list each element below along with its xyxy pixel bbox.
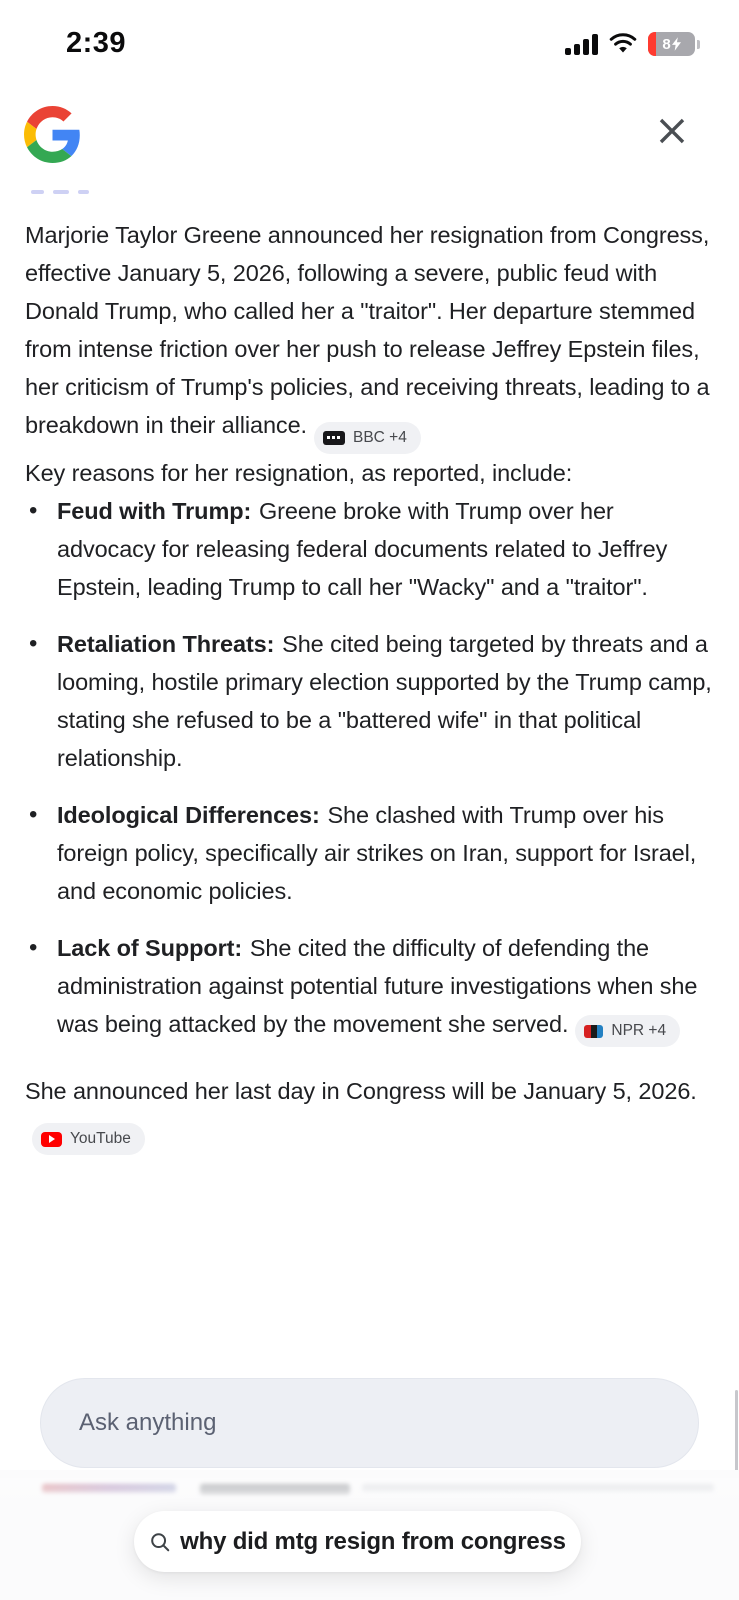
obscured-fragment bbox=[362, 1484, 714, 1492]
bottom-sheet bbox=[0, 1470, 739, 1600]
obscured-fragment bbox=[42, 1484, 176, 1493]
intro-paragraph bbox=[25, 216, 712, 454]
ask-anything-bar[interactable] bbox=[40, 1378, 699, 1468]
bullet-text: She cited the difficulty of defending the administration against potential future investigations when she was being attacked by the movement she served. bbox=[57, 934, 698, 1037]
battery-percent: 8 bbox=[662, 35, 671, 53]
charging-bolt-icon bbox=[672, 37, 681, 51]
search-query-pill[interactable] bbox=[134, 1511, 581, 1572]
source-chip-bbc[interactable] bbox=[314, 422, 421, 454]
bullet-title: Retaliation Threats: bbox=[57, 630, 275, 657]
youtube-play-icon bbox=[41, 1132, 62, 1147]
source-chip-label: YouTube bbox=[70, 1130, 131, 1148]
bullet-text: She clashed with Trump over his foreign policy, specifically air strikes on Iran, support for Israel, and economic policies. bbox=[57, 801, 697, 904]
ai-answer bbox=[25, 216, 712, 1155]
source-chip-npr[interactable] bbox=[575, 1015, 680, 1047]
source-chip-label: BBC +4 bbox=[352, 428, 407, 446]
bbc-logo-icon bbox=[323, 431, 345, 445]
battery-icon bbox=[648, 32, 695, 56]
ask-anything-input[interactable] bbox=[77, 1408, 641, 1438]
closing-paragraph bbox=[25, 1072, 712, 1155]
intro-text: Marjorie Taylor Greene announced her resignation from Congress, effective January 5, 2026, following a severe, public feud with Donald Trump, who called her a "traitor". Her departure stemmed from intense friction over her push to release Jeffrey Epstein files, her criticism of Trump's policies, and receiving threats, leading to a breakdown in their alliance. bbox=[25, 222, 710, 438]
key-reasons-lead: Key reasons for her resignation, as reported, include: bbox=[25, 459, 573, 486]
list-item-retaliation bbox=[25, 625, 712, 777]
bullet-title: Ideological Differences: bbox=[57, 801, 320, 828]
clock: 2:39 bbox=[66, 27, 127, 59]
source-chip-label: NPR +4 bbox=[611, 1022, 667, 1040]
wifi-icon bbox=[608, 33, 638, 55]
search-query-text: why did mtg resign from congress bbox=[180, 1527, 566, 1555]
bullet-text: She cited being targeted by threats and a looming, hostile primary election supported by the Trump camp, stating she refused to be a "battered wife" in that political relationship. bbox=[57, 630, 712, 771]
npr-logo-icon bbox=[584, 1025, 603, 1038]
google-logo-icon bbox=[24, 106, 81, 163]
battery-low-fill bbox=[648, 32, 656, 56]
list-item-feud bbox=[25, 492, 712, 606]
close-button[interactable] bbox=[647, 106, 697, 156]
search-icon bbox=[149, 1531, 171, 1553]
bullet-title: Feud with Trump: bbox=[57, 497, 252, 524]
battery-nub bbox=[697, 40, 700, 49]
loading-dashes bbox=[31, 190, 89, 194]
list-item-support bbox=[25, 929, 712, 1048]
reasons-list bbox=[25, 492, 712, 1048]
cellular-signal-icon bbox=[565, 34, 598, 55]
bullet-title: Lack of Support: bbox=[57, 934, 243, 961]
list-item-ideology bbox=[25, 796, 712, 910]
status-bar bbox=[0, 0, 739, 70]
obscured-fragment bbox=[200, 1484, 350, 1495]
status-icons bbox=[565, 32, 700, 56]
obscured-content-row bbox=[0, 1484, 739, 1498]
closing-text: She announced her last day in Congress will be January 5, 2026. bbox=[25, 1078, 697, 1104]
bullet-text: Greene broke with Trump over her advocacy for releasing federal documents related to Jeffrey Epstein, leading Trump to call her "Wacky" and a "traitor". bbox=[57, 497, 668, 600]
source-chip-youtube[interactable] bbox=[32, 1123, 145, 1155]
close-icon bbox=[656, 115, 688, 147]
